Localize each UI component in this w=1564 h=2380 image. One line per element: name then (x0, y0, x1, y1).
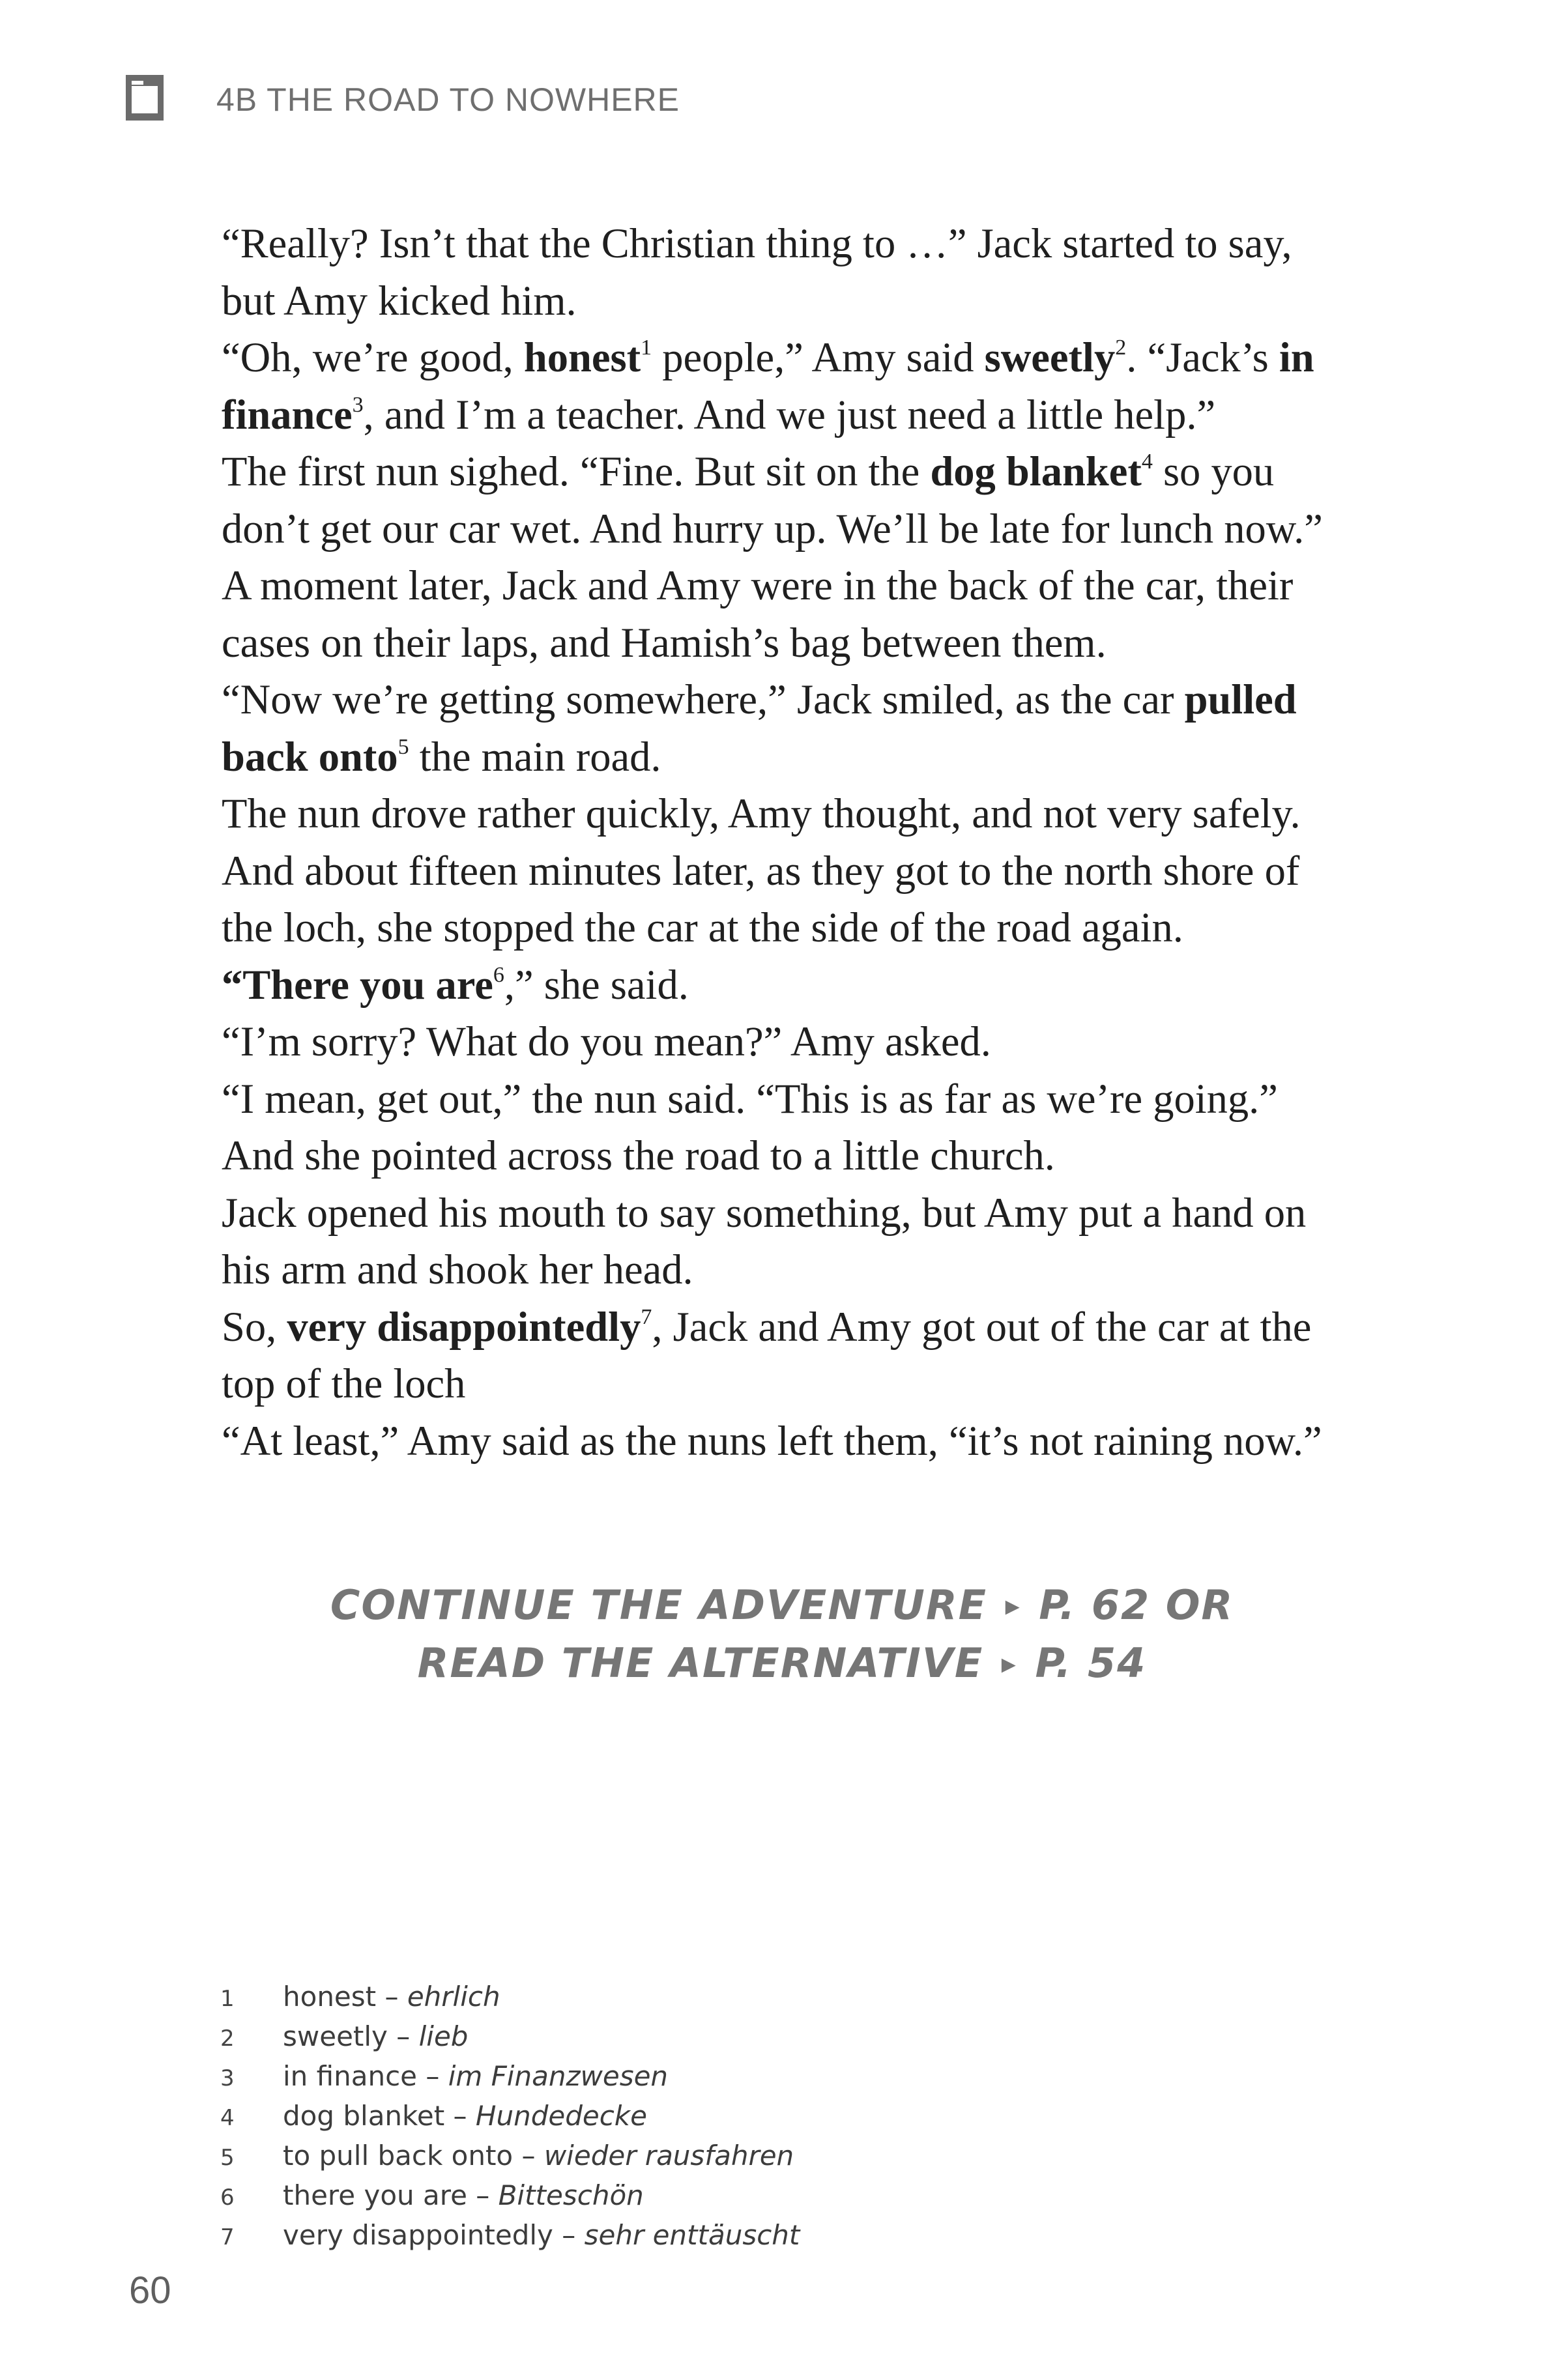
text-run: , Jack and Amy got out of the car at the top of the loch (222, 1303, 1312, 1407)
running-head: 4B THE ROAD TO NOWHERE (216, 81, 680, 118)
footnote-number: 6 (220, 2185, 235, 2211)
paragraph (222, 956, 1355, 1014)
footnote-separator: – (513, 2140, 544, 2172)
footnote-number: 1 (220, 1986, 235, 2012)
text-run: So, (222, 1303, 287, 1350)
footnote-number: 7 (220, 2224, 235, 2250)
footnote-marker: 4 (1141, 450, 1153, 474)
paragraph (222, 1184, 1355, 1298)
vocab-term: “There you are (222, 961, 493, 1008)
triangle-arrow-icon: ▸ (1005, 1589, 1021, 1622)
continue-line-2 (0, 1635, 1564, 1693)
paragraph (222, 1070, 1355, 1184)
paragraph (222, 1412, 1355, 1470)
text-run: A moment later, Jack and Amy were in the back of the car, their cases on their laps, and Hamish’s bag between them. (222, 562, 1294, 666)
text-run: , and I’m a teacher. And we just need a little help.” (363, 391, 1216, 438)
triangle-arrow-icon: ▸ (1001, 1647, 1017, 1680)
vocab-term: dog blanket (930, 448, 1142, 495)
footnote-item (220, 2137, 800, 2177)
footnote-marker: 3 (352, 392, 364, 417)
footnote-marker: 7 (641, 1304, 652, 1329)
vocab-term: pulled back onto (222, 676, 1297, 780)
footnote-translation: sehr enttäuscht (584, 2219, 800, 2251)
footnote-item (220, 2097, 800, 2137)
paragraph (222, 215, 1355, 329)
continue-page-ref[interactable]: P. 62 OR (1039, 1581, 1234, 1629)
paragraph (222, 557, 1355, 671)
footnote-term: very disappointedly (283, 2219, 553, 2251)
footnote-marker: 5 (398, 734, 409, 759)
text-run: “I mean, get out,” the nun said. “This is as far as we’re going.” And she pointed across the road to a little church. (222, 1075, 1278, 1179)
vocab-term: honest (523, 334, 641, 380)
alternative-text: READ THE ALTERNATIVE (417, 1639, 984, 1687)
footnote-number: 4 (220, 2105, 235, 2131)
footnote-separator: – (553, 2219, 585, 2251)
footnote-number: 2 (220, 2026, 235, 2052)
footnote-marker: 6 (493, 962, 504, 987)
paragraph (222, 329, 1355, 443)
footnote-term: honest (283, 1981, 377, 2013)
paragraph (222, 785, 1355, 956)
text-run: people,” Amy said (652, 334, 985, 380)
footnote-item (220, 1978, 800, 2018)
footnote-marker: 2 (1115, 336, 1127, 360)
footnote-separator: – (467, 2179, 499, 2211)
footnote-term: dog blanket (283, 2100, 445, 2132)
footnote-item (220, 2057, 800, 2097)
text-run: “At least,” Amy said as the nuns left them, “it’s not raining now.” (222, 1417, 1322, 1464)
text-run: The nun drove rather quickly, Amy thought, and not very safely. And about fifteen minutes later, as they got to the north shore of the loch, she stopped the car at the side of the road again. (222, 790, 1301, 951)
footnote-term: sweetly (283, 2020, 388, 2052)
vocab-term: sweetly (984, 334, 1116, 380)
footnote-number: 3 (220, 2065, 235, 2091)
footnote-term: to pull back onto (283, 2140, 514, 2172)
alternative-page-ref[interactable]: P. 54 (1035, 1639, 1147, 1687)
paragraph (222, 443, 1355, 557)
story-text (222, 215, 1355, 1469)
text-run: “I’m sorry? What do you mean?” Amy asked. (222, 1018, 991, 1065)
footnote-item (220, 2177, 800, 2216)
footnote-translation: Bitteschön (498, 2179, 644, 2211)
paragraph (222, 1013, 1355, 1070)
footnote-translation: Hundedecke (475, 2100, 647, 2132)
text-run: ,” she said. (504, 961, 689, 1008)
text-run: “Now we’re getting somewhere,” Jack smiled, as the car (222, 676, 1185, 723)
text-run: Jack opened his mouth to say something, but Amy put a hand on his arm and shook her head. (222, 1189, 1307, 1293)
text-run: “Really? Isn’t that the Christian thing to …” Jack started to say, but Amy kicked him. (222, 220, 1292, 324)
page-number: 60 (129, 2269, 171, 2312)
footnote-translation: im Finanzwesen (448, 2060, 669, 2092)
book-square-icon (124, 73, 167, 124)
footnote-separator: – (387, 2020, 419, 2052)
footnote-item (220, 2216, 800, 2256)
footnote-item (220, 2018, 800, 2057)
footnote-separator: – (417, 2060, 448, 2092)
footnote-translation: wieder rausfahren (543, 2140, 794, 2172)
footnote-marker: 1 (641, 336, 652, 360)
text-run: The first nun sighed. “Fine. But sit on the (222, 448, 931, 495)
footnote-translation: ehrlich (407, 1981, 500, 2013)
footnote-translation: lieb (418, 2020, 469, 2052)
footnote-separator: – (444, 2100, 476, 2132)
vocab-term: very disappointedly (287, 1303, 641, 1350)
footnote-number: 5 (220, 2145, 235, 2171)
text-run: . “Jack’s (1126, 334, 1279, 380)
footnote-term: there you are (283, 2179, 467, 2211)
footnote-term: in finance (283, 2060, 418, 2092)
text-run: so you don’t get our car wet. And hurry up. We’ll be late for lunch now.” (222, 448, 1323, 552)
text-run: “Oh, we’re good, (222, 334, 524, 380)
footnote-separator: – (376, 1981, 407, 2013)
footnotes-list (220, 1978, 800, 2256)
continue-adventure-text: CONTINUE THE ADVENTURE (330, 1581, 987, 1629)
continue-instructions (0, 1577, 1564, 1693)
text-run: the main road. (409, 733, 661, 780)
paragraph (222, 1298, 1355, 1412)
paragraph (222, 671, 1355, 785)
vocab-term: in finance (222, 334, 1314, 438)
continue-line-1 (0, 1577, 1564, 1635)
